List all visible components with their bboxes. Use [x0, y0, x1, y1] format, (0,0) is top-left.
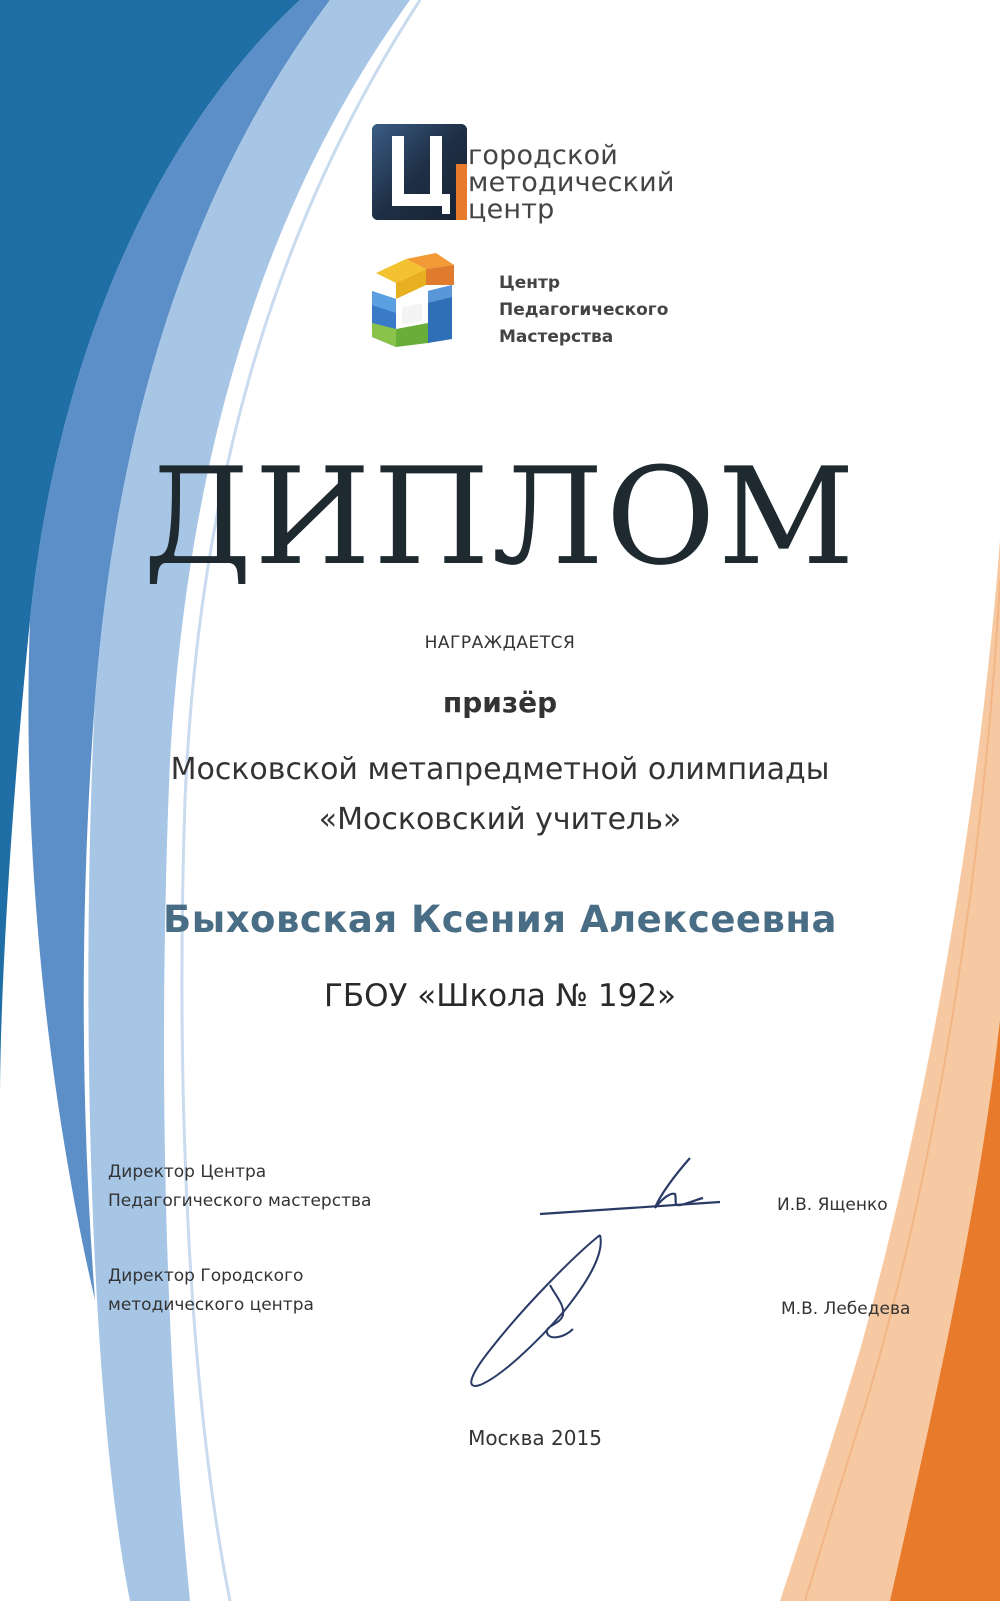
gmc-line-2: методический: [468, 167, 675, 198]
director1-title-line1: Директор Центра: [108, 1162, 267, 1182]
cpm-line-1: Центр: [499, 273, 561, 293]
director2-signature: [455, 1225, 625, 1395]
cpm-line-3: Мастерства: [499, 327, 614, 347]
director1-title: [108, 1158, 371, 1216]
director2-title-line2: методического центра: [108, 1295, 314, 1315]
cpm-line-2: Педагогического: [499, 300, 669, 320]
gmc-line-3: центр: [468, 194, 555, 225]
director1-signature: [535, 1150, 725, 1230]
director1-title-line2: Педагогического мастерства: [108, 1191, 372, 1211]
cpm-cube-logo-icon: [366, 251, 460, 349]
diploma-title: ДИПЛОМ: [143, 439, 857, 595]
director1-name: И.В. Ященко: [777, 1195, 888, 1215]
competition-line-2: «Московский учитель»: [318, 802, 682, 837]
gmc-logo-text: [468, 140, 675, 225]
city-year: Москва 2015: [468, 1426, 602, 1450]
director2-title-line1: Директор Городского: [108, 1266, 304, 1286]
director2-name: М.В. Лебедева: [781, 1299, 911, 1319]
cpm-logo-text: [499, 270, 668, 351]
school-name: ГБОУ «Школа № 192»: [323, 978, 677, 1014]
director2-title: [108, 1262, 314, 1320]
awarded-label: НАГРАЖДАЕТСЯ: [424, 633, 576, 653]
competition-line-1: Московской метапредметной олимпиады: [170, 752, 830, 787]
winner-name: Быховская Ксения Алексеевна: [163, 898, 837, 941]
award-role: призёр: [442, 686, 558, 719]
gmc-line-1: городской: [468, 140, 619, 171]
gmc-logo-icon: [372, 124, 467, 220]
